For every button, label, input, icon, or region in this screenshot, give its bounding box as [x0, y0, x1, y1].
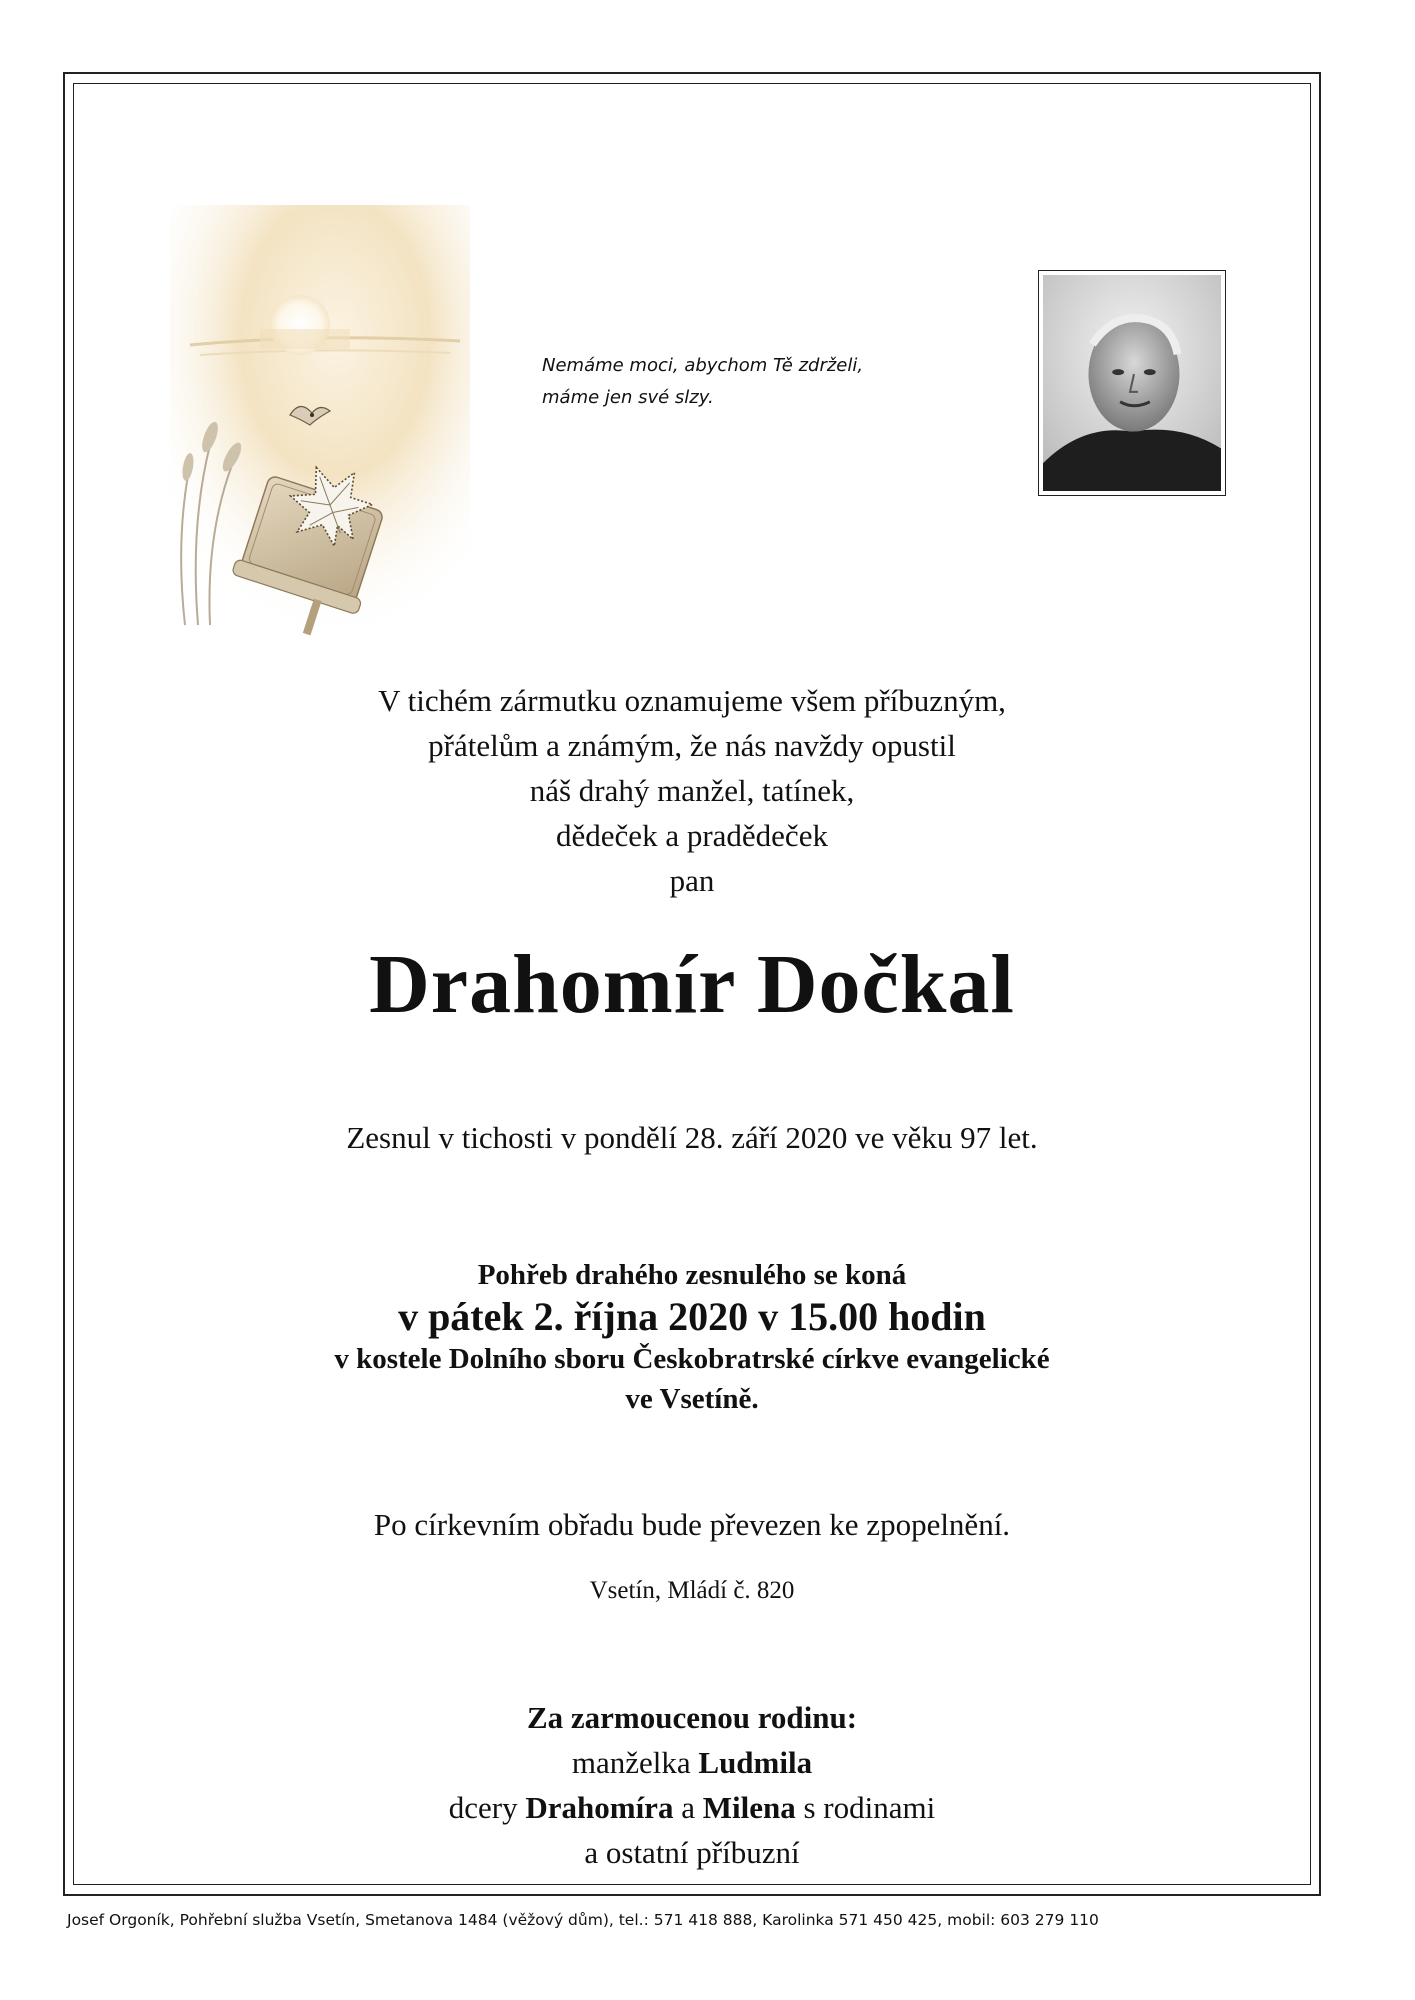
- address: Vsetín, Mládí č. 820: [589, 1577, 795, 1604]
- daughters-conj: a: [681, 1790, 695, 1825]
- intro-text: [73, 678, 1311, 903]
- funeral-line-1: Pohřeb drahého zesnulého se koná: [477, 1259, 907, 1291]
- daughter-2-name: Milena: [702, 1790, 796, 1825]
- family-daughters-line: [73, 1785, 1311, 1830]
- funeral-service-footer: Josef Orgoník, Pohřební služba Vsetín, Smetanova 1484 (věžový dům), tel.: 571 418 888, Karolinka 571 450 425, mobil: 603 279 110: [67, 1911, 1099, 1929]
- funeral-place: v kostele Dolního sboru Českobratrské církve evangelické: [334, 1343, 1050, 1375]
- family-heading: Za zarmoucenou rodinu:: [526, 1700, 858, 1735]
- intro-line-3: náš drahý manžel, tatínek,: [529, 773, 855, 808]
- quote-line-1: Nemáme moci, abychom Tě zdrželi,: [542, 355, 864, 376]
- family-wife-line: [73, 1740, 1311, 1785]
- intro-line-5: pan: [669, 863, 715, 898]
- family-block: [73, 1695, 1311, 1875]
- funeral-date: v pátek 2. října 2020 v 15.00 hodin: [398, 1294, 986, 1339]
- intro-line-4: dědeček a pradědeček: [556, 818, 828, 853]
- funeral-info: [73, 1255, 1311, 1419]
- memorial-illustration: [170, 205, 470, 645]
- portrait-photo: [1038, 270, 1226, 496]
- intro-line-2: přátelům a známým, že nás navždy opustil: [428, 728, 956, 763]
- death-notice: Zesnul v tichosti v pondělí 28. září 2020 ve věku 97 let.: [346, 1120, 1038, 1155]
- daughter-1-name: Drahomíra: [525, 1790, 674, 1825]
- portrait-image: [1043, 275, 1221, 491]
- family-others-line: a ostatní příbuzní: [584, 1835, 800, 1870]
- daughters-suffix: s rodinami: [803, 1790, 936, 1825]
- deceased-name: Drahomír Dočkal: [369, 938, 1015, 1031]
- cremation-note: Po církevním obřadu bude převezen ke zpopelnění.: [373, 1507, 1011, 1542]
- wife-prefix: manželka: [571, 1745, 691, 1780]
- intro-line-1: V tichém zármutku oznamujeme všem příbuzným,: [378, 683, 1006, 718]
- quote: [542, 350, 902, 414]
- quote-line-2: máme jen své slzy.: [542, 387, 714, 408]
- funeral-town: ve Vsetíně.: [625, 1383, 759, 1415]
- wife-name: Ludmila: [698, 1745, 813, 1780]
- daughters-prefix: dcery: [448, 1790, 518, 1825]
